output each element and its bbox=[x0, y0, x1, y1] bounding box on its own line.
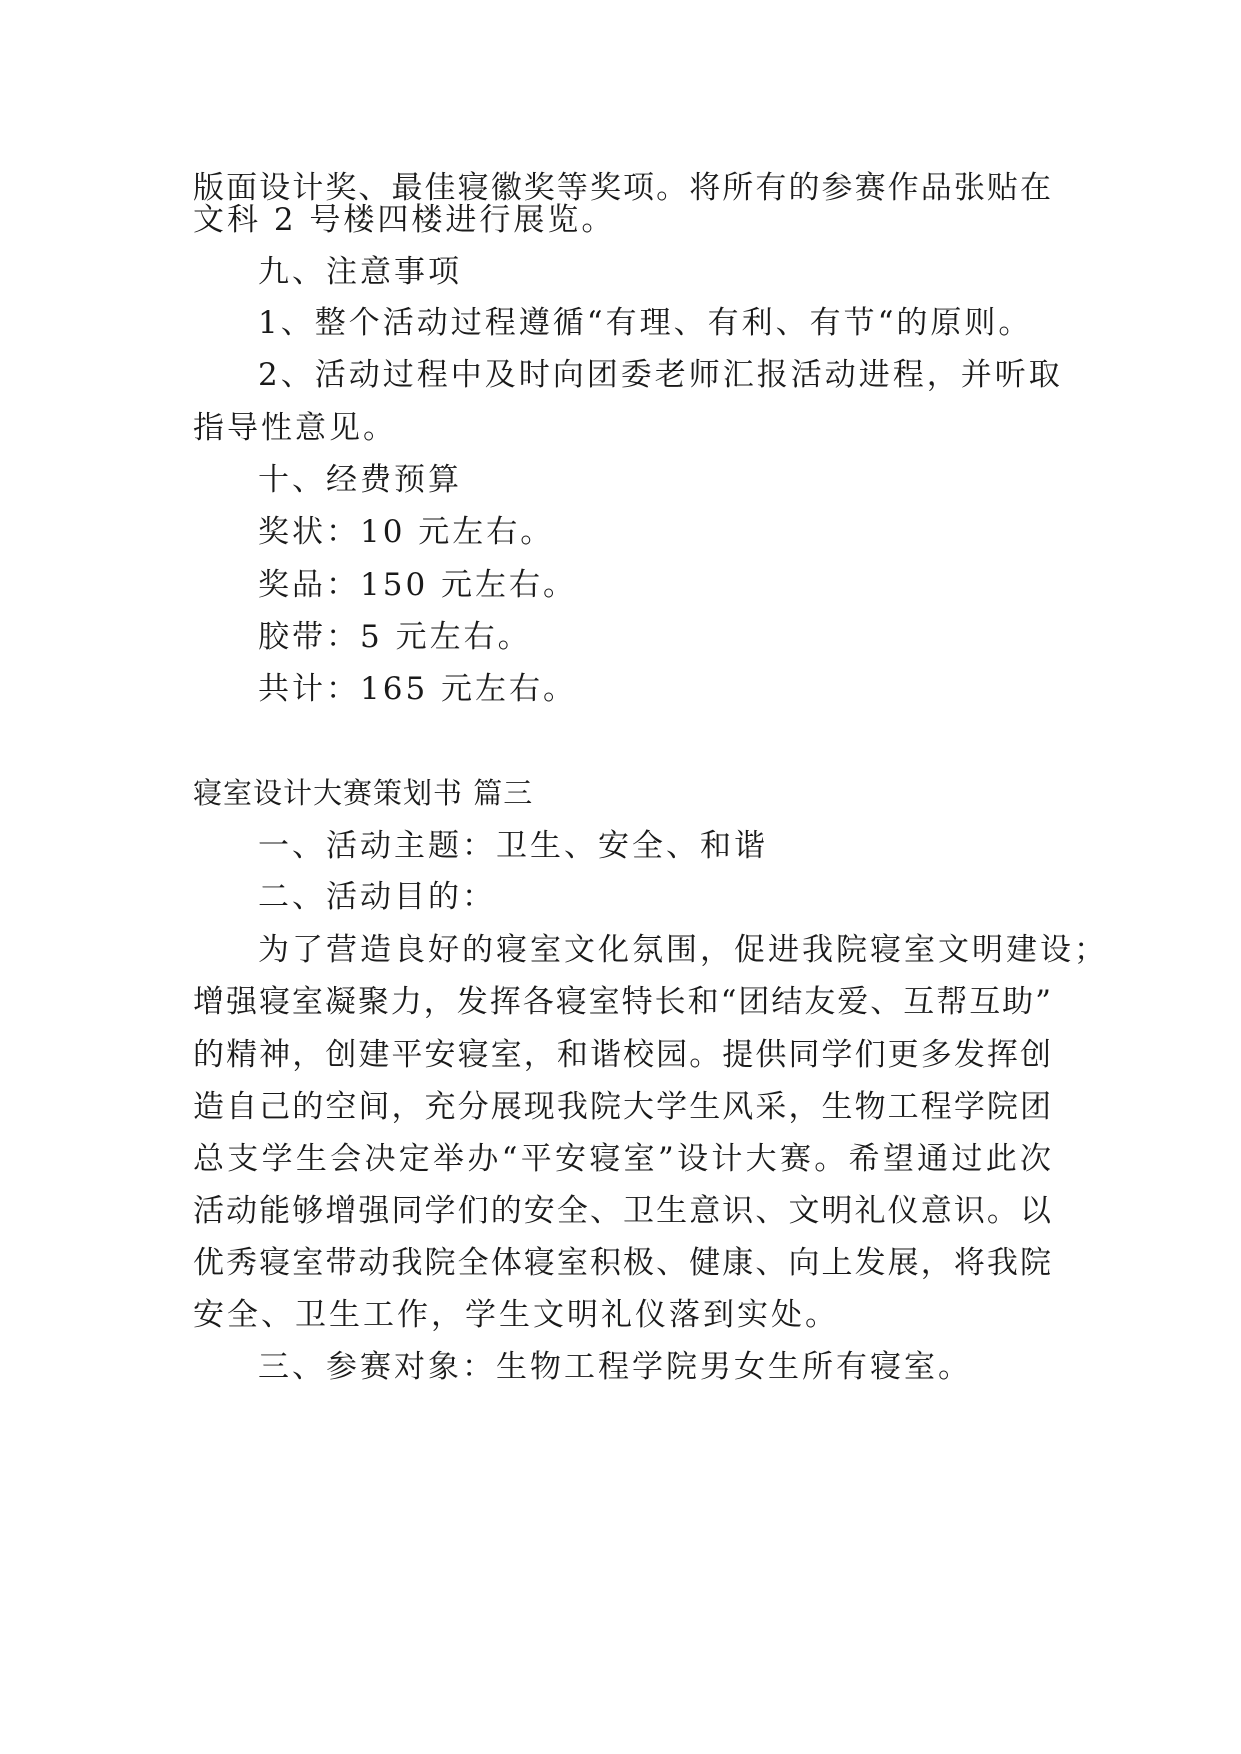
budget-item: 奖状：10 元左右。 bbox=[258, 514, 555, 550]
section-heading: 九、注意事项 bbox=[258, 254, 462, 290]
text-line: 增强寝室凝聚力，发挥各寝室特长和“团结友爱、互帮互助” bbox=[193, 984, 1051, 1020]
paragraph-line bbox=[0, 1243, 1241, 1283]
text-line: 的精神，创建平安寝室，和谐校园。提供同学们更多发挥创 bbox=[193, 1037, 1051, 1073]
text-line: 总支学生会决定举办“平安寝室”设计大赛。希望通过此次 bbox=[193, 1141, 1051, 1177]
text-line: 优秀寝室带动我院全体寝室积极、健康、向上发展，将我院 bbox=[193, 1245, 1051, 1281]
text-line: 造自己的空间，充分展现我院大学生风采，生物工程学院团 bbox=[193, 1089, 1051, 1125]
paragraph-line: 为了营造良好的寝室文化氛围，促进我院寝室文明建设； bbox=[258, 932, 1108, 968]
paragraph-line bbox=[0, 982, 1241, 1022]
paragraph-line: 指导性意见。 bbox=[193, 410, 397, 446]
paragraph-line bbox=[0, 1139, 1241, 1179]
paragraph-line bbox=[0, 1035, 1241, 1075]
paragraph-line bbox=[0, 1191, 1241, 1231]
section-heading: 一、活动主题：卫生、安全、和谐 bbox=[258, 828, 768, 864]
budget-item: 胶带：5 元左右。 bbox=[258, 619, 532, 655]
paragraph-line: 1、整个活动过程遵循“有理、有利、有节“的原则。 bbox=[258, 305, 1033, 341]
text-line: 活动能够增强同学们的安全、卫生意识、文明礼仪意识。以 bbox=[193, 1193, 1051, 1229]
section-heading: 二、活动目的： bbox=[258, 879, 496, 915]
budget-item: 奖品：150 元左右。 bbox=[258, 567, 578, 603]
paragraph-line: 安全、卫生工作，学生文明礼仪落到实处。 bbox=[193, 1297, 839, 1333]
paragraph-line: 文科 2 号楼四楼进行展览。 bbox=[193, 202, 616, 238]
budget-total: 共计：165 元左右。 bbox=[258, 671, 578, 707]
paragraph-line bbox=[0, 1087, 1241, 1127]
paragraph-line: 2、活动过程中及时向团委老师汇报活动进程，并听取 bbox=[258, 357, 1063, 393]
section-heading: 三、参赛对象：生物工程学院男女生所有寝室。 bbox=[258, 1349, 972, 1385]
section-heading: 十、经费预算 bbox=[258, 462, 462, 498]
document-title: 寝室设计大赛策划书 篇三 bbox=[193, 776, 534, 810]
text-line: 版面设计奖、最佳寝徽奖等奖项。将所有的参赛作品张贴在 bbox=[193, 170, 1051, 206]
